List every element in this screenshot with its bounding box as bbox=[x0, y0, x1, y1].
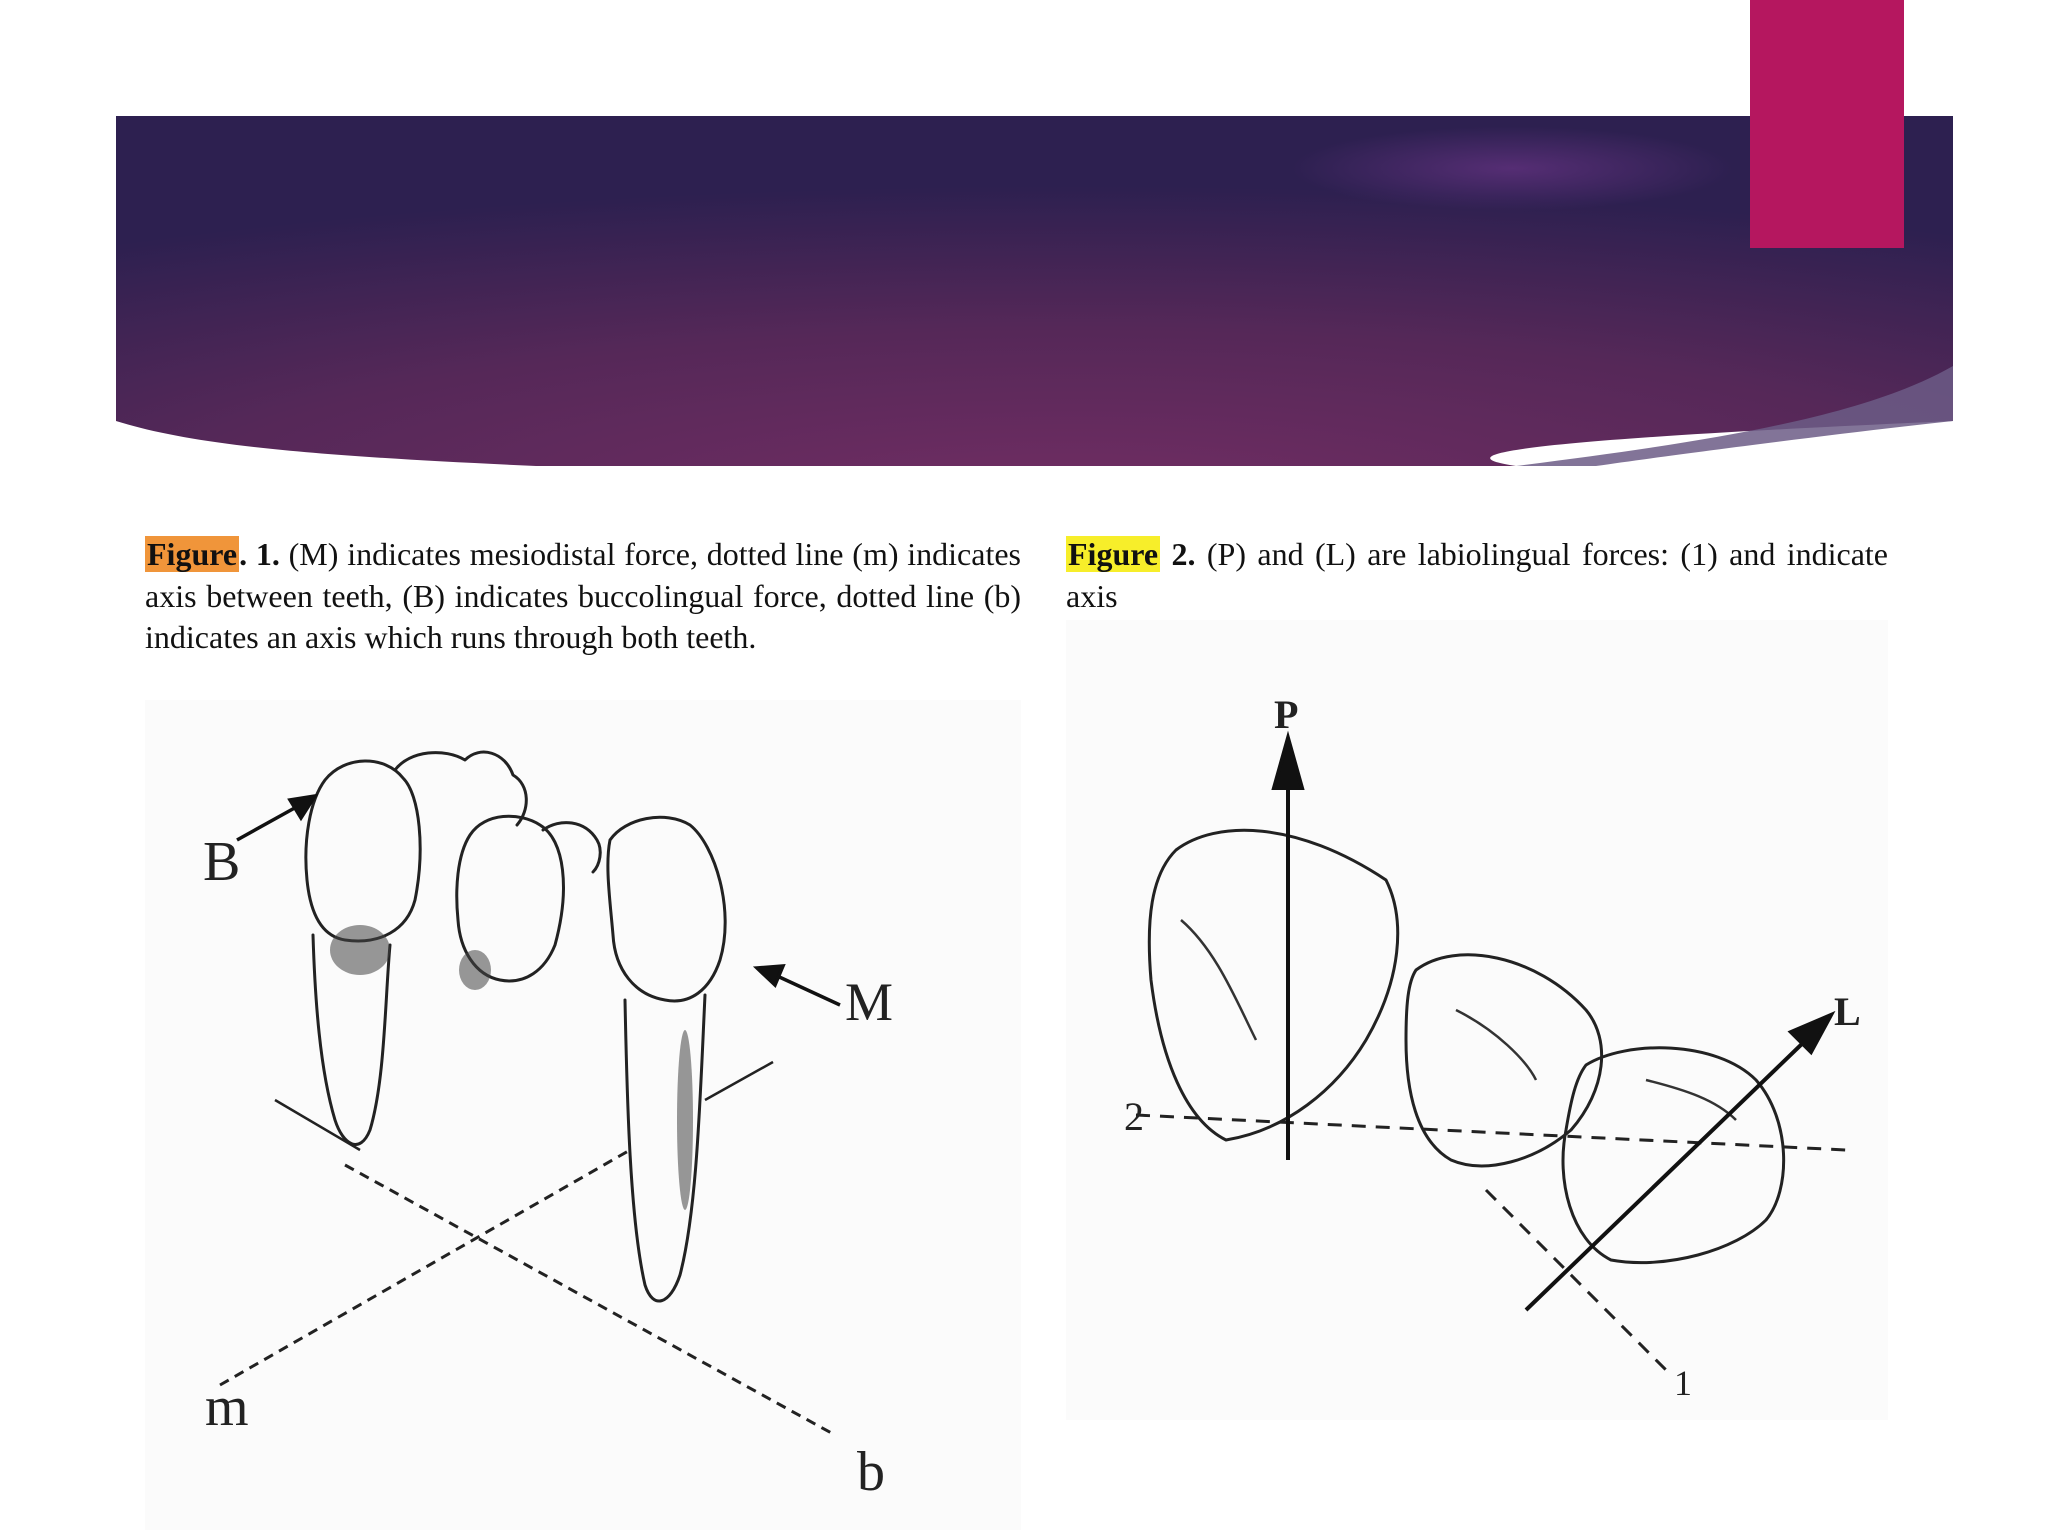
figure-2-caption bbox=[1066, 534, 1888, 617]
figure-1-caption-text: (M) indicates mesiodistal force, dotted line (m) indicates axis between teeth, (B) indicates buccolingual force, dotted line (b) indicates an axis which runs through both teeth. bbox=[145, 536, 1022, 655]
figure-2-label-highlight: Figure bbox=[1068, 536, 1159, 572]
figure-1-label-highlight: Figure bbox=[147, 536, 238, 572]
figure-2-number: 2. bbox=[1160, 536, 1196, 572]
label-B: B bbox=[203, 831, 241, 893]
label-M: M bbox=[845, 972, 894, 1032]
figure-2-caption-text: (P) and (L) are labiolingual forces: (1) and indicate axis bbox=[1066, 536, 1889, 614]
title-banner bbox=[116, 116, 1953, 466]
figure-1-svg bbox=[145, 700, 1021, 1530]
figure-1-drawing bbox=[145, 700, 1021, 1530]
label-m: m bbox=[205, 1376, 249, 1438]
accent-tab bbox=[1750, 0, 1904, 248]
label-2: 2 bbox=[1124, 1094, 1144, 1139]
figure-1-caption bbox=[145, 534, 1021, 659]
label-P: P bbox=[1274, 692, 1299, 737]
figure-2-drawing bbox=[1066, 620, 1888, 1420]
figure-2-svg bbox=[1066, 620, 1888, 1420]
label-L: L bbox=[1834, 989, 1861, 1034]
label-b: b bbox=[857, 1441, 885, 1503]
figure-1-number: . 1. bbox=[239, 536, 280, 572]
label-1: 1 bbox=[1674, 1363, 1692, 1403]
